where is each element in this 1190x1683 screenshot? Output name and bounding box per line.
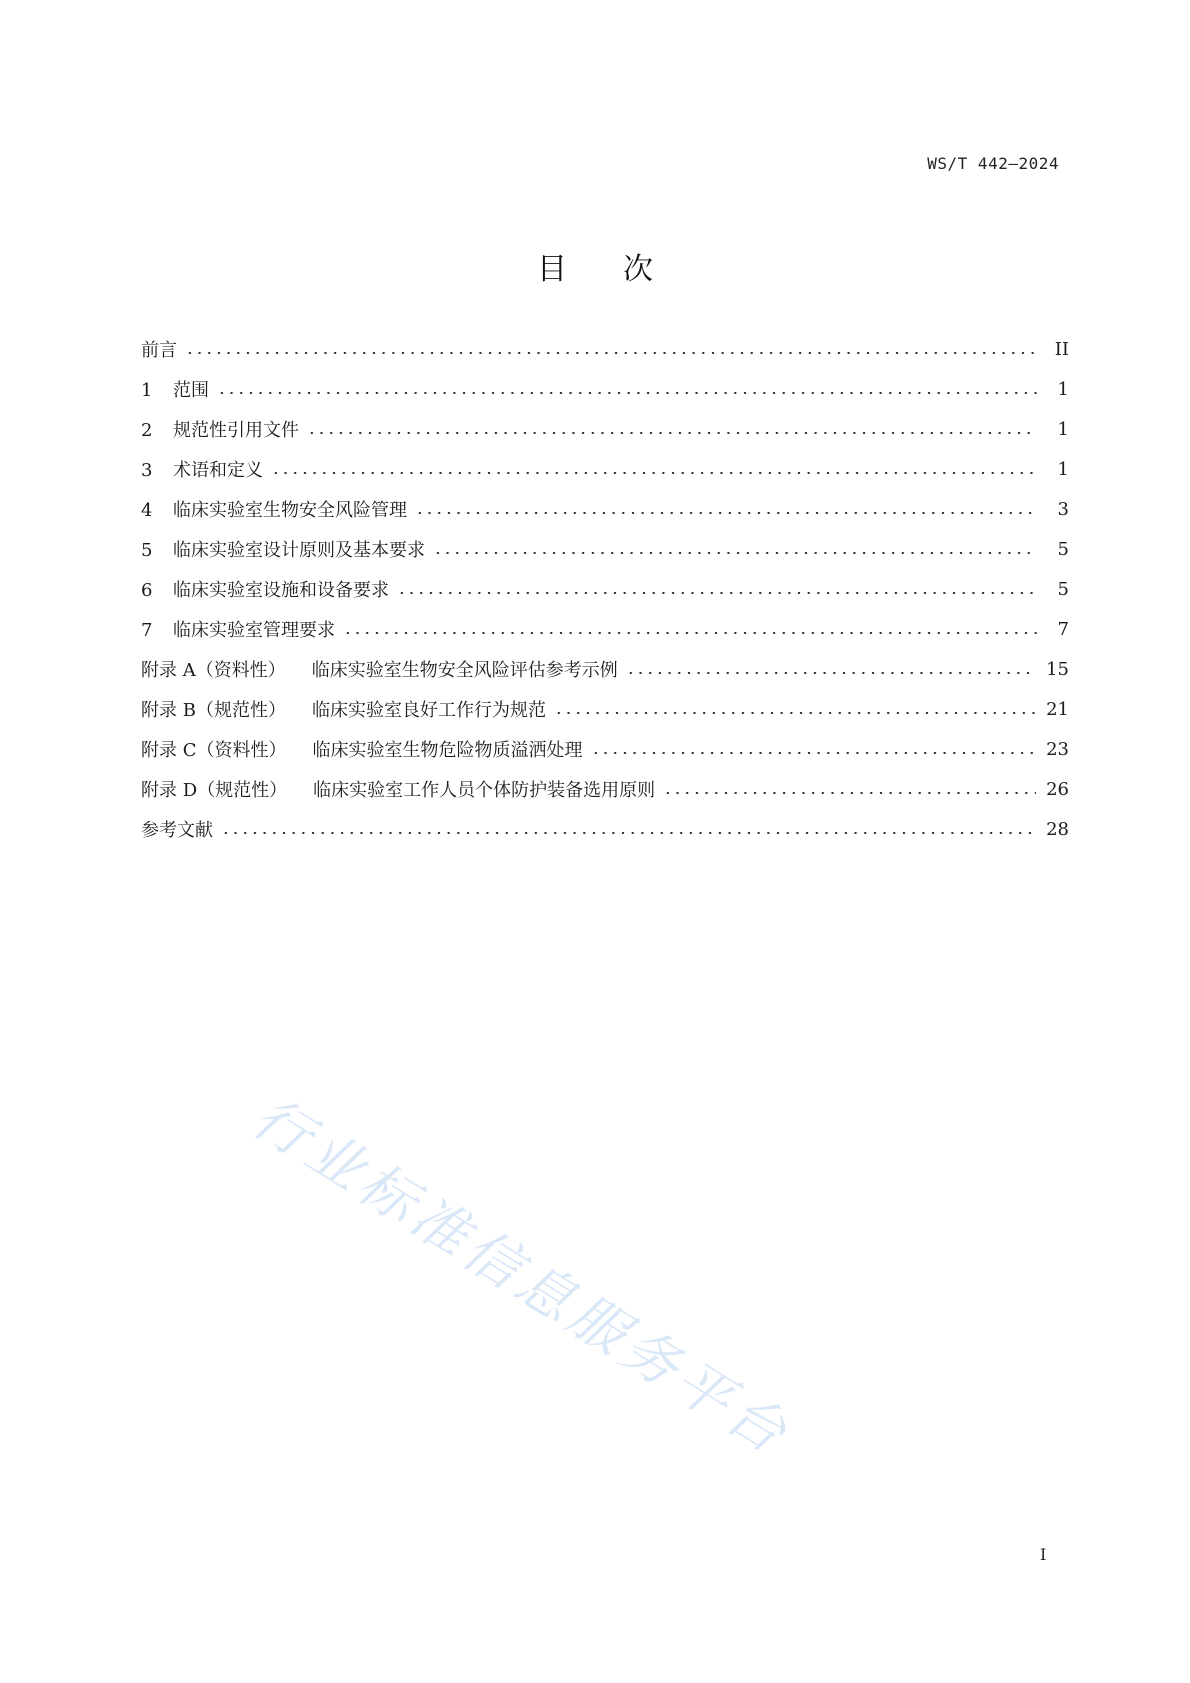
toc-dot-leader bbox=[217, 392, 1037, 394]
toc-entry-label-group bbox=[141, 656, 618, 682]
toc-entry[interactable] bbox=[141, 809, 1069, 849]
toc-entry-number: 4 bbox=[141, 500, 153, 521]
toc-entry[interactable] bbox=[141, 369, 1069, 409]
toc-dot-leader bbox=[433, 552, 1037, 554]
toc-entry-title: 临床实验室设施和设备要求 bbox=[173, 580, 389, 601]
toc-entry-label-group bbox=[141, 576, 389, 602]
toc-entry-label-group bbox=[141, 696, 546, 722]
toc-entry-label-group bbox=[141, 336, 177, 362]
toc-entry[interactable] bbox=[141, 529, 1069, 569]
toc-entry-title: 临床实验室设计原则及基本要求 bbox=[173, 540, 425, 561]
toc-title: 目次 bbox=[537, 252, 709, 287]
toc-entry[interactable] bbox=[141, 489, 1069, 529]
toc-entry-page: 23 bbox=[1046, 738, 1069, 760]
toc-entry-title: 范围 bbox=[173, 380, 209, 401]
toc-entry-annex-prefix: 附录 A（资料性） bbox=[141, 660, 286, 681]
toc-entry-page: 26 bbox=[1046, 778, 1069, 800]
toc-entry-number: 2 bbox=[141, 420, 153, 441]
toc-entry-annex-prefix: 附录 B（规范性） bbox=[141, 700, 286, 721]
toc-dot-leader bbox=[415, 512, 1037, 514]
toc-entry-title: 规范性引用文件 bbox=[173, 420, 299, 441]
toc-entry-title: 临床实验室生物安全风险管理 bbox=[173, 500, 407, 521]
toc-entry-annex-prefix: 附录 C（资料性） bbox=[141, 740, 287, 761]
toc-entry-page: 1 bbox=[1057, 418, 1069, 440]
toc-dot-leader bbox=[626, 672, 1036, 674]
toc-entry[interactable] bbox=[141, 569, 1069, 609]
document-code: WS/T 442—2024 bbox=[927, 154, 1059, 173]
toc-entry-page: 15 bbox=[1046, 658, 1069, 680]
toc-entry-page: 28 bbox=[1046, 818, 1069, 840]
toc-entry[interactable] bbox=[141, 769, 1069, 809]
toc-entry-title: 临床实验室工作人员个体防护装备选用原则 bbox=[313, 780, 656, 801]
toc-entry-title: 临床实验室生物危险物质溢洒处理 bbox=[312, 740, 583, 761]
toc-entry-label-group bbox=[141, 776, 655, 802]
toc-dot-leader bbox=[663, 792, 1036, 794]
toc-entry[interactable] bbox=[141, 689, 1069, 729]
toc-entry-number: 5 bbox=[141, 540, 153, 561]
toc-dot-leader bbox=[591, 752, 1037, 754]
toc-entry[interactable] bbox=[141, 329, 1069, 369]
toc-entry-page: 5 bbox=[1057, 578, 1069, 600]
toc-entry-title: 术语和定义 bbox=[173, 460, 263, 481]
toc-entry-label-group bbox=[141, 456, 263, 482]
toc-entry-number: 6 bbox=[141, 580, 153, 601]
toc-entry[interactable] bbox=[141, 409, 1069, 449]
watermark: 行业标准信息服务平台 bbox=[241, 1085, 802, 1469]
toc-entry-label-group bbox=[141, 536, 425, 562]
toc-entry-title: 临床实验室良好工作行为规范 bbox=[311, 700, 546, 721]
toc-entry-page: II bbox=[1054, 338, 1069, 360]
toc-entry-page: 7 bbox=[1057, 618, 1069, 640]
toc-entry[interactable] bbox=[141, 649, 1069, 689]
toc-entry-title: 临床实验室管理要求 bbox=[173, 620, 335, 641]
toc-entry-title: 临床实验室生物安全风险评估参考示例 bbox=[311, 660, 618, 681]
toc-entry[interactable] bbox=[141, 609, 1069, 649]
toc-dot-leader bbox=[185, 352, 1037, 354]
toc-dot-leader bbox=[554, 712, 1036, 714]
toc-entry-annex-prefix: 附录 D（规范性） bbox=[141, 780, 288, 801]
toc-entry-number: 7 bbox=[141, 620, 153, 641]
toc-entry-label-group bbox=[141, 496, 407, 522]
toc-entry-label-group bbox=[141, 416, 299, 442]
table-of-contents bbox=[141, 329, 1069, 849]
toc-entry-page: 1 bbox=[1057, 378, 1069, 400]
toc-entry-page: 3 bbox=[1057, 498, 1069, 520]
toc-entry[interactable] bbox=[141, 729, 1069, 769]
toc-entry-label-group bbox=[141, 376, 209, 402]
toc-dot-leader bbox=[343, 632, 1037, 634]
toc-entry-title: 前言 bbox=[141, 340, 177, 361]
page-number: I bbox=[1040, 1545, 1047, 1564]
toc-entry-label-group bbox=[141, 816, 213, 842]
toc-dot-leader bbox=[397, 592, 1037, 594]
toc-entry-number: 1 bbox=[141, 380, 153, 401]
toc-dot-leader bbox=[307, 432, 1037, 434]
toc-entry-number: 3 bbox=[141, 460, 153, 481]
toc-entry-title: 参考文献 bbox=[141, 820, 213, 841]
toc-entry-label-group bbox=[141, 736, 583, 762]
toc-entry-label-group bbox=[141, 616, 335, 642]
toc-entry-page: 21 bbox=[1046, 698, 1069, 720]
toc-dot-leader bbox=[271, 472, 1037, 474]
toc-entry-page: 5 bbox=[1057, 538, 1069, 560]
toc-entry[interactable] bbox=[141, 449, 1069, 489]
toc-dot-leader bbox=[221, 832, 1036, 834]
toc-entry-page: 1 bbox=[1057, 458, 1069, 480]
